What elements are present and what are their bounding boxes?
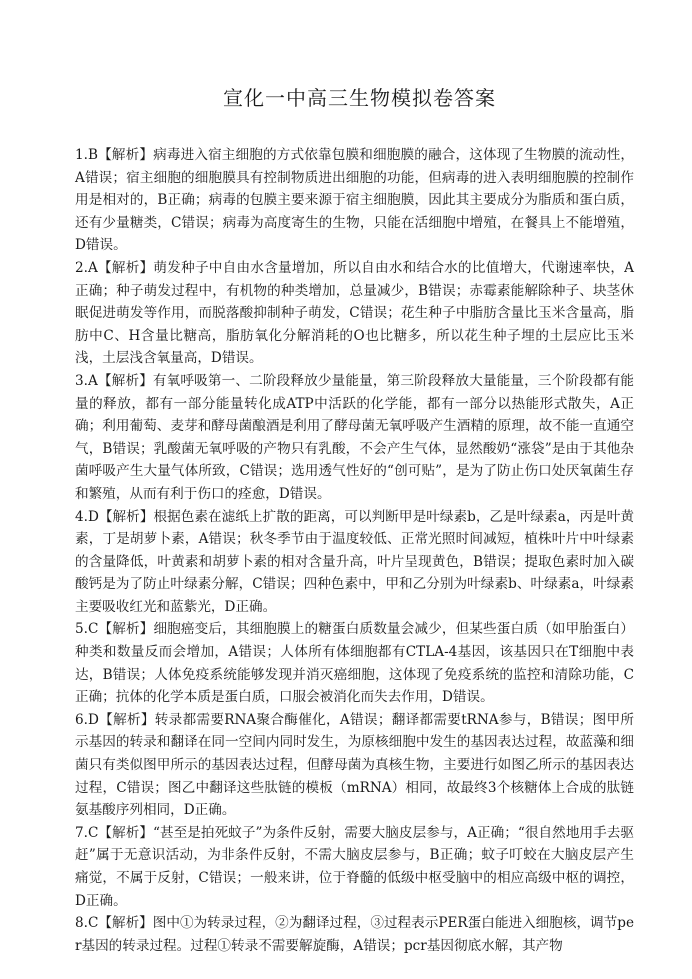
document-title: 宣化一中高三生物模拟卷答案	[223, 86, 496, 110]
answer-item-2: 2.A【解析】萌发种子中自由水含量增加，所以自由水和结合水的比值增大，代谢速率快，A正确；种子萌发过程中，有机物的种类增加，总量减少，B错误；赤霉素能解除种子、块茎休眠促进萌发等作用，而脱落酸抑制种子萌发，C错误；花生种子中脂肪含量比玉米含量高，脂肪中C、H含量比糖高，脂肪氧化分解消耗的O也比糖多，所以花生种子埋的土层应比玉米浅，土层浅含氧量高，D错误。	[75, 259, 634, 367]
answer-item-5: 5.C【解析】细胞癌变后，其细胞膜上的糖蛋白质数量会减少，但某些蛋白质（如甲胎蛋白）种类和数量反而会增加，A错误；人体所有体细胞都有CTLA-4基因，该基因只在T细胞中表达，B错误；人体免疫系统能够发现并消灭癌细胞，这体现了免疫系统的监控和清除功能，C正确；抗体的化学本质是蛋白质，口服会被消化而失去作用，D错误。	[75, 621, 634, 706]
answer-item-3: 3.A【解析】有氧呼吸第一、二阶段释放少量能量，第三阶段释放大量能量，三个阶段都有能量的释放，都有一部分能量转化成ATP中活跃的化学能，都有一部分以热能形式散失，A正确；利用葡萄、麦芽和酵母菌酿酒是利用了酵母菌无氧呼吸产生酒精的原理，故不能一直通空气，B错误；乳酸菌无氧呼吸的产物只有乳酸，不会产生气体，显然酸奶“涨袋”是由于其他杂菌呼吸产生大量气体所致，C错误；选用透气性好的“创可贴”，是为了防止伤口处厌氧菌生存和繁殖，从而有利于伤口的痊愈，D错误。	[75, 372, 634, 502]
answer-item-8: 8.C【解析】图中①为转录过程，②为翻译过程，③过程表示PER蛋白能进入细胞核，调节per基因的转录过程。过程①转录不需要解旋酶，A错误；pcr基因彻底水解，其产物	[75, 915, 634, 954]
answer-item-1: 1.B【解析】病毒进入宿主细胞的方式依靠包膜和细胞膜的融合，这体现了生物膜的流动性，A错误；宿主细胞的细胞膜具有控制物质进出细胞的功能，但病毒的进入表明细胞膜的控制作用是相对的，B正确；病毒的包膜主要来源于宿主细胞膜，因此其主要成分为脂质和蛋白质，还有少量糖类，C错误；病毒为高度寄生的生物，只能在活细胞中增殖，在餐具上不能增殖，D错误。	[75, 147, 634, 254]
answer-item-4: 4.D【解析】根据色素在滤纸上扩散的距离，可以判断甲是叶绿素b，乙是叶绿素a，丙是叶黄素，丁是胡萝卜素，A错误；秋冬季节由于温度较低、正常光照时间减短，植株叶片中叶绿素的含量降低，叶黄素和胡萝卜素的相对含量升高，叶片呈现黄色，B错误；提取色素时加入碳酸钙是为了防止叶绿素分解，C错误；四种色素中，甲和乙分别为叶绿素b、叶绿素a，叶绿素主要吸收红光和蓝紫光，D正确。	[75, 508, 634, 615]
answer-item-7: 7.C【解析】“甚至是拍死蚊子”为条件反射，需要大脑皮层参与，A正确；“很自然地用手去驱赶”属于无意识活动，为非条件反射，不需大脑皮层参与，B正确；蚊子叮蛟在大脑皮层产生痛觉，不属于反射，C错误；一般来讲，位于脊髓的低级中枢受脑中的相应高级中枢的调控，D正确。	[75, 824, 634, 909]
answer-item-6: 6.D【解析】转录都需要RNA聚合酶催化，A错误；翻译都需要tRNA参与，B错误；图甲所示基因的转录和翻译在同一空间内同时发生，为原核细胞中发生的基因表达过程，故蓝藻和细菌只有类似图甲所示的基因表达过程，但酵母菌为真核生物，主要进行如图乙所示的基因表达过程，C错误；图乙中翻译这些肽链的模板（mRNA）相同，故最终3个核糖体上合成的肽链氨基酸序列相同，D正确。	[75, 711, 634, 819]
answer-list	[75, 144, 634, 957]
